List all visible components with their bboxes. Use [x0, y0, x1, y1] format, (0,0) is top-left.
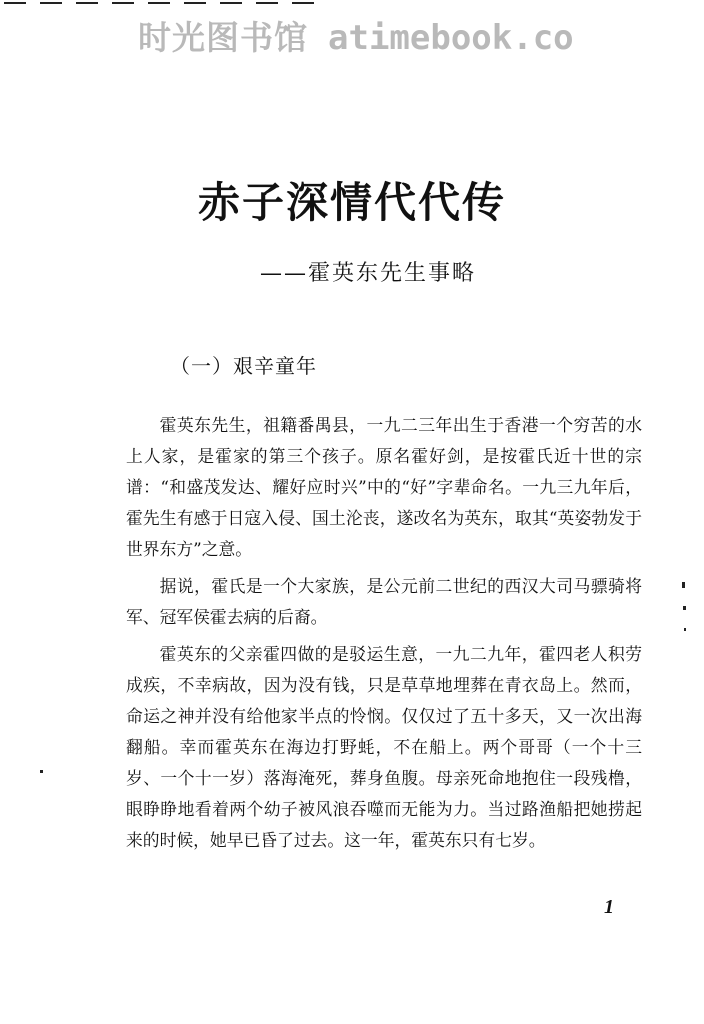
watermark-latin: atimebook.co [328, 18, 574, 58]
section-heading: （一）艰辛童年 [170, 354, 317, 378]
page-title: 赤子深情代代传 [197, 178, 506, 227]
body-text [126, 410, 642, 862]
header-dash-rule [4, 2, 314, 4]
watermark-cn: 时光图书馆 [138, 18, 308, 57]
scan-speck [40, 770, 43, 773]
watermark-text [138, 12, 574, 59]
paragraph: 据说，霍氏是一个大家族，是公元前二世纪的西汉大司马骠骑将军、冠军侯霍去病的后裔。 [126, 576, 642, 627]
page-subtitle: ——霍英东先生事略 [260, 261, 477, 286]
paragraph: 霍英东先生，祖籍番禺县，一九二三年出生于香港一个穷苦的水上人家，是霍家的第三个孩子。原名霍好剑，是按霍氏近十世的宗谱：“和盛茂发达、耀好应时兴”中的“好”字辈命名。一九三九年后，霍先生有感于日寇入侵、国土沦丧，遂改名为英东，取其“英姿勃发于世界东方”之意。 [126, 415, 642, 559]
scan-speck [684, 628, 686, 631]
paragraph: 霍英东的父亲霍四做的是驳运生意，一九二九年，霍四老人积劳成疾，不幸病故，因为没有钱，只是草草地埋葬在青衣岛上。然而，命运之神并没有给他家半点的怜悯。仅仅过了五十多天，又一次出海翻船。幸而霍英东在海边打野蚝，不在船上。两个哥哥（一个十三岁、一个十一岁）落海淹死，葬身鱼腹。母亲死命地抱住一段残橹，眼睁睁地看着两个幼子被风浪吞噬而无能为力。当过路渔船把她捞起来的时候，她早已昏了过去。这一年，霍英东只有七岁。 [126, 644, 642, 850]
scan-speck [683, 606, 686, 610]
scan-speck [682, 582, 685, 588]
watermark [0, 0, 704, 62]
page-number: 1 [604, 896, 614, 918]
